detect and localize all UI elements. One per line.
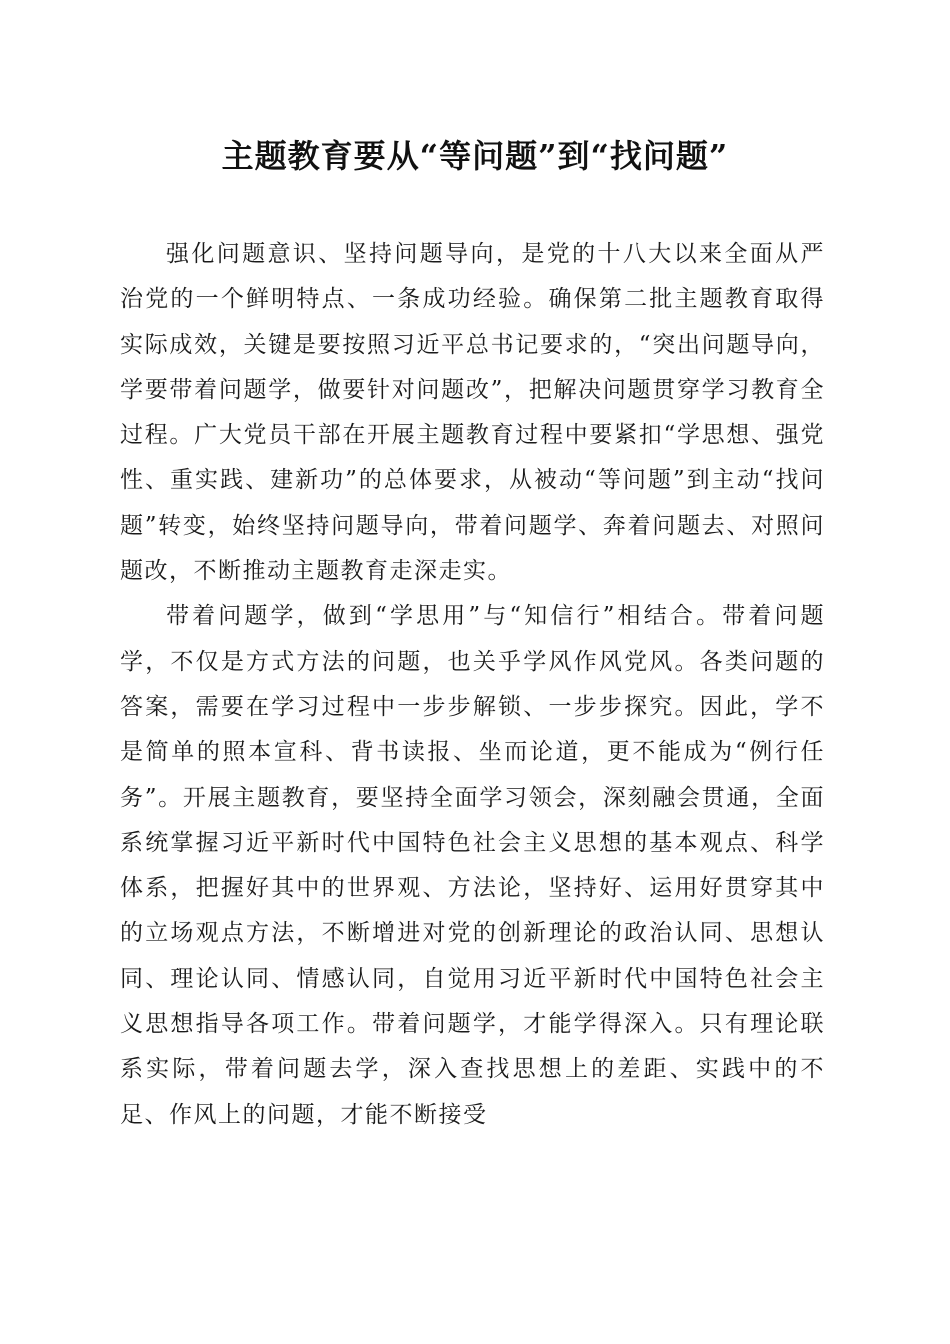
paragraph: 强化问题意识、坚持问题导向，是党的十八大以来全面从严治党的一个鲜明特点、一条成功经验。确保第二批主题教育取得实际成效，关键是要按照习近平总书记要求的，“突出问题导向，学要带着问题学，做要针对问题改”，把解决问题贯穿学习教育全过程。广大党员干部在开展主题教育过程中要紧扣“学思想、强党性、重实践、建新功”的总体要求，从被动“等问题”到主动“找问题”转变，始终坚持问题导向，带着问题学、奔着问题去、对照问题改，不断推动主题教育走深走实。: [120, 241, 825, 585]
paragraph: 带着问题学，做到“学思用”与“知信行”相结合。带着问题学，不仅是方式方法的问题，也关乎学风作风党风。各类问题的答案，需要在学习过程中一步步解锁、一步步探究。因此，学不是简单的照本宣科、背书读报、坐而论道，更不能成为“例行任务”。开展主题教育，要坚持全面学习领会，深刻融会贯通，全面系统掌握习近平新时代中国特色社会主义思想的基本观点、科学体系，把握好其中的世界观、方法论，坚持好、运用好贯穿其中的立场观点方法，不断增进对党的创新理论的政治认同、思想认同、理论认同、情感认同，自觉用习近平新时代中国特色社会主义思想指导各项工作。带着问题学，才能学得深入。只有理论联系实际，带着问题去学，深入查找思想上的差距、实践中的不足、作风上的问题，才能不断接受: [120, 603, 825, 1128]
document-body: [120, 232, 825, 1138]
document-title: 主题教育要从“等问题”到“找问题”: [221, 137, 729, 175]
